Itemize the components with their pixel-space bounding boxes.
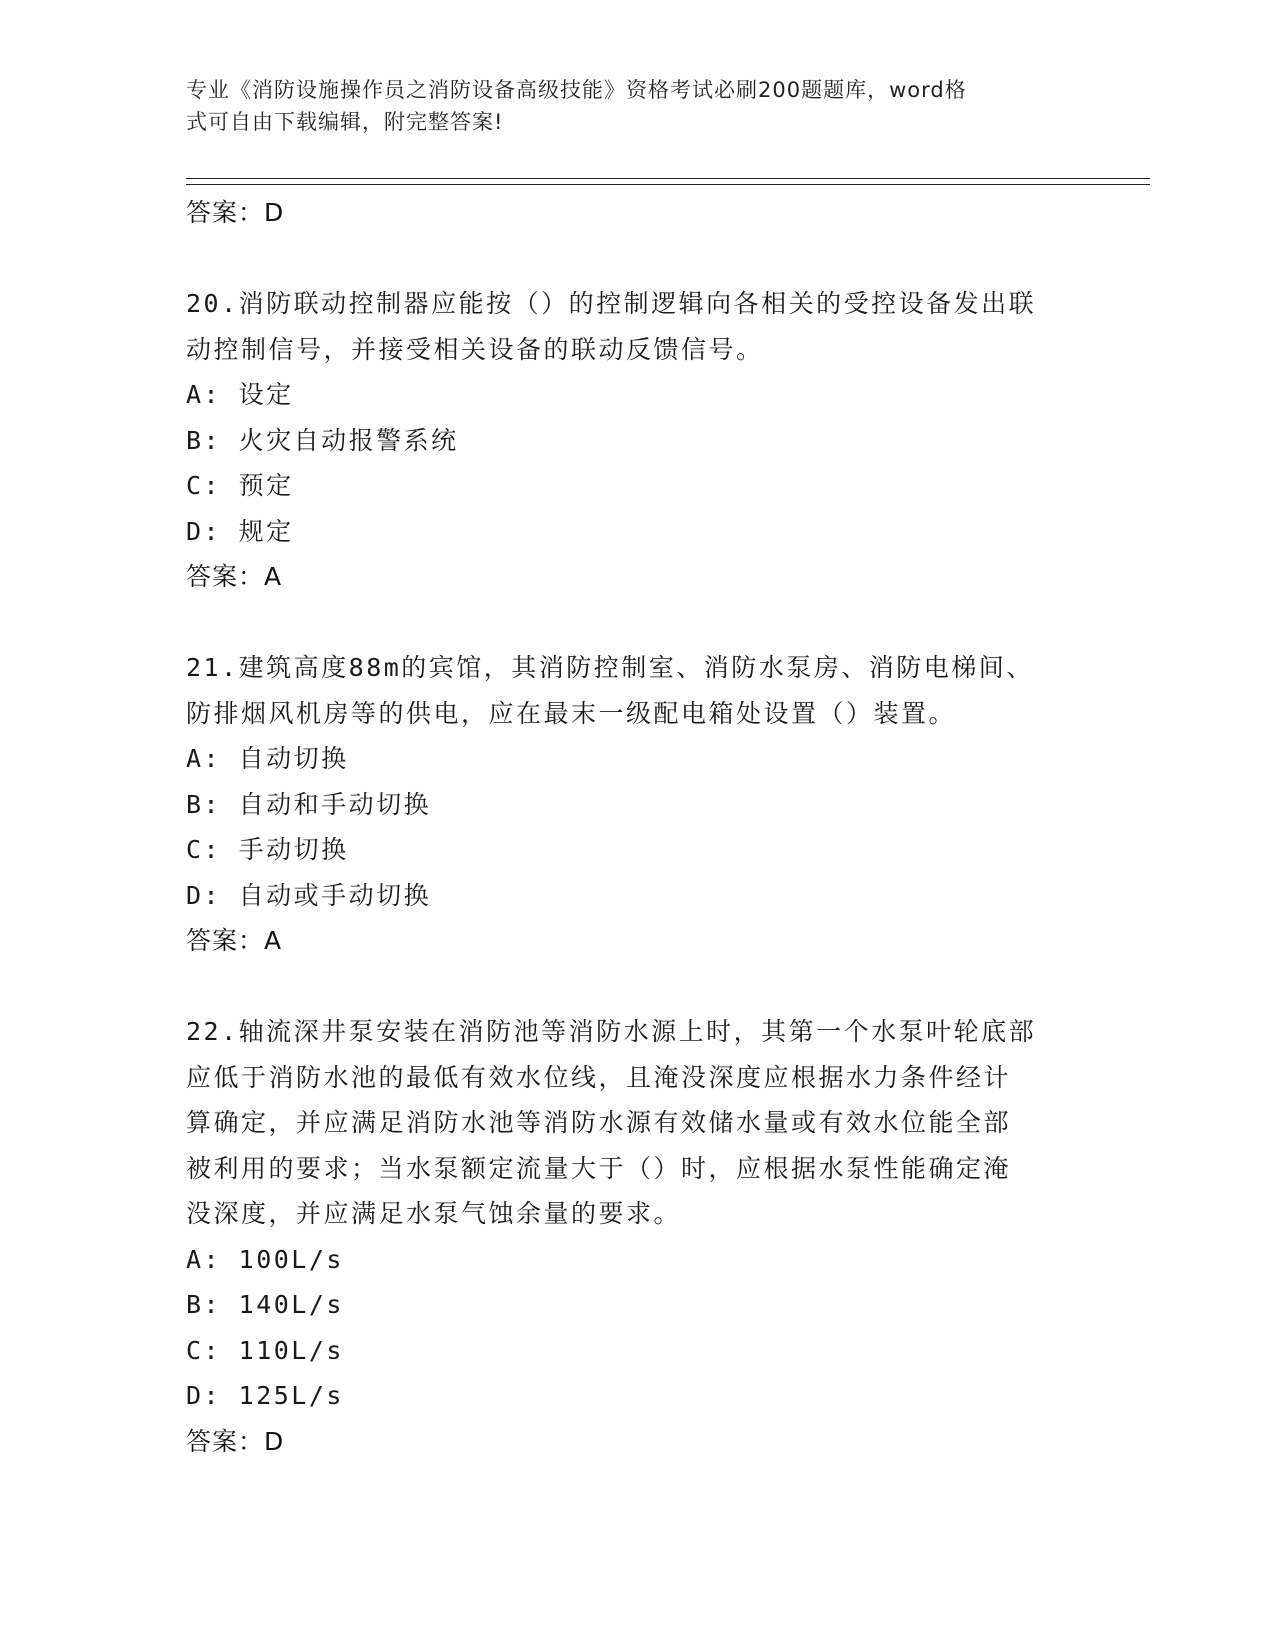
header-line-1: 专业《消防设施操作员之消防设备高级技能》资格考试必刷200题题库，word格 [186, 78, 967, 102]
question-stem-line: 算确定，并应满足消防水池等消防水源有效储水量或有效水位能全部 [186, 1108, 1012, 1137]
header-line-2: 式可自由下载编辑，附完整答案! [186, 110, 504, 134]
option-b: B: 火灾自动报警系统 [186, 425, 459, 455]
document-header [186, 74, 1086, 138]
question-stem-line: 应低于消防水池的最低有效水位线，且淹没深度应根据水力条件经计 [186, 1062, 1012, 1092]
question-stem-line: 没深度，并应满足水泵气蚀余量的要求。 [186, 1199, 682, 1228]
option-a: A: 100L/s [186, 1244, 344, 1274]
question-stem-line: 防排烟风机房等的供电，应在最末一级配电箱处设置（）装置。 [186, 698, 957, 728]
question-stem-line: 动控制信号，并接受相关设备的联动反馈信号。 [186, 334, 764, 364]
question-stem-line: 被利用的要求；当水泵额定流量大于（）时，应根据水泵性能确定淹 [186, 1153, 1012, 1183]
option-b: B: 140L/s [186, 1290, 344, 1319]
header-divider [186, 178, 1150, 185]
answer: 答案：A [186, 562, 283, 591]
answer: 答案：A [186, 926, 283, 955]
option-b: B: 自动和手动切换 [186, 789, 432, 819]
spacer [186, 236, 1086, 282]
spacer [186, 600, 1086, 646]
question-stem-line: 21.建筑高度88m的宾馆，其消防控制室、消防水泵房、消防电梯间、 [186, 653, 1034, 682]
option-c: C: 预定 [186, 471, 294, 500]
option-a: A: 设定 [186, 380, 294, 409]
question-stem-line: 20.消防联动控制器应能按（）的控制逻辑向各相关的受控设备发出联 [186, 289, 1037, 318]
question-stem-line: 22.轴流深井泵安装在消防池等消防水源上时，其第一个水泵叶轮底部 [186, 1017, 1037, 1046]
spacer [186, 964, 1086, 1010]
previous-answer: 答案：D [186, 198, 285, 227]
question-22 [186, 1009, 1086, 1464]
option-d: D: 自动或手动切换 [186, 880, 432, 910]
question-21 [186, 645, 1086, 964]
option-d: D: 规定 [186, 516, 294, 546]
option-c: C: 110L/s [186, 1335, 344, 1365]
question-20 [186, 281, 1086, 600]
answer: 答案：D [186, 1426, 285, 1456]
option-c: C: 手动切换 [186, 835, 349, 864]
option-a: A: 自动切换 [186, 744, 349, 773]
document-body [186, 190, 1086, 1464]
option-d: D: 125L/s [186, 1381, 344, 1410]
